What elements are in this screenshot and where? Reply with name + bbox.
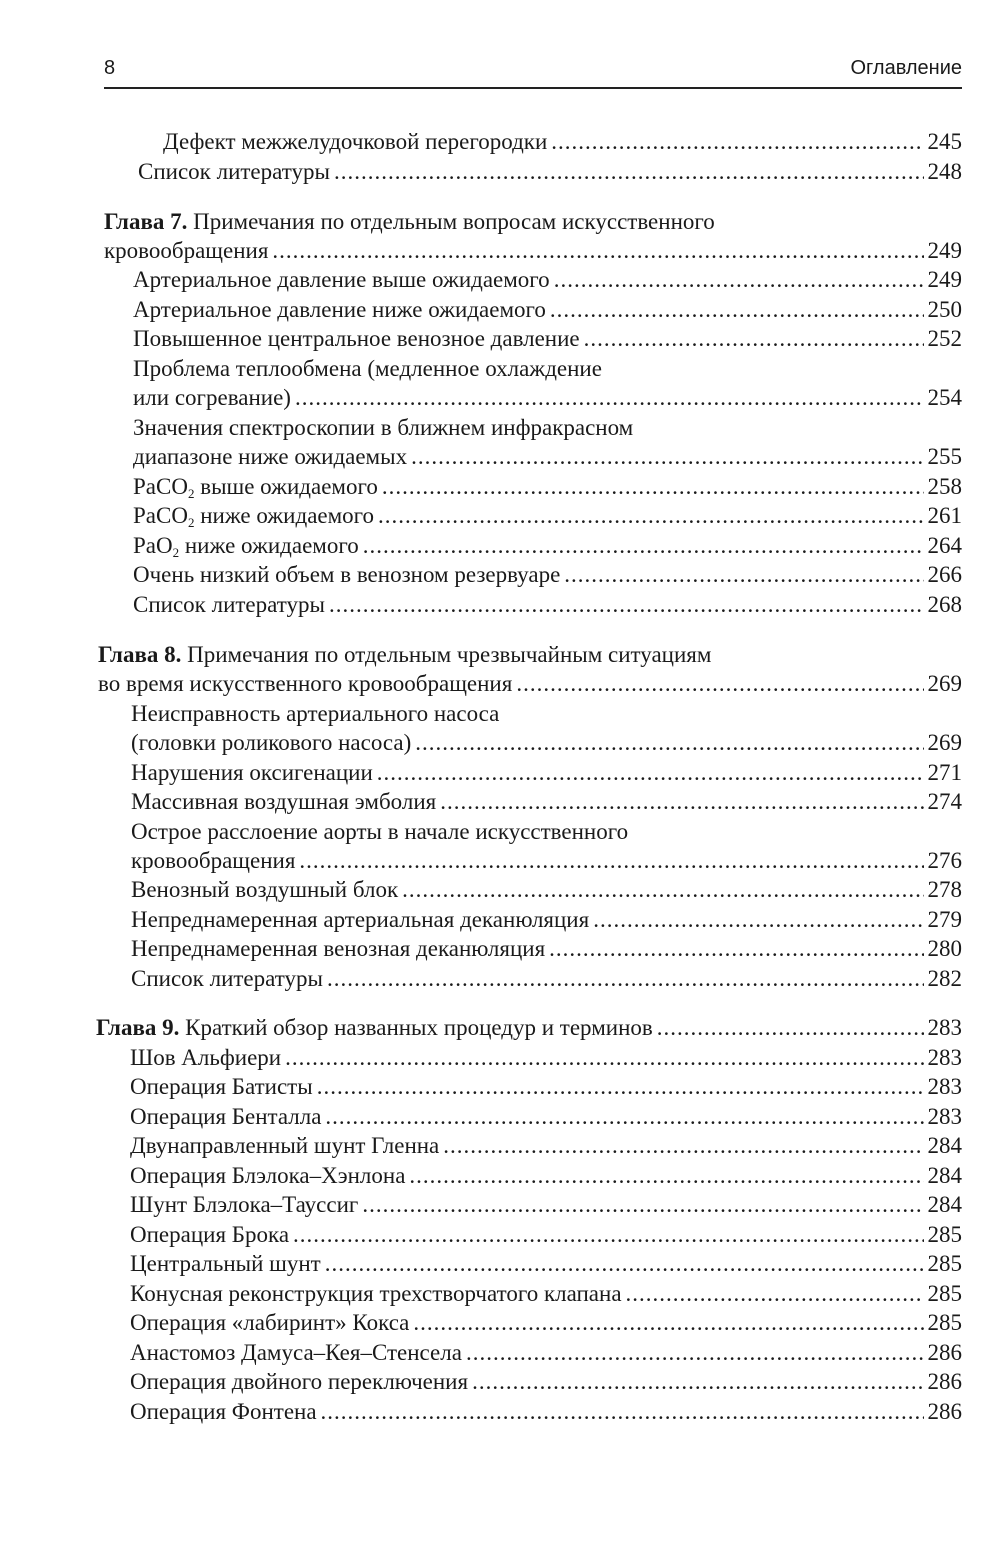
chapter-heading[interactable] [104, 208, 962, 236]
chapter-heading-cont[interactable]: во время искусственного кровообращения ..... 269 [98, 670, 962, 698]
chapter-title: Краткий обзор названных процедур и терминов [179, 1015, 653, 1040]
toc-page-number: 249 [927, 238, 962, 263]
toc-page-number: 283 [927, 1104, 962, 1129]
toc-page-number: 280 [927, 936, 962, 961]
leader-dots [363, 532, 924, 560]
toc-entry[interactable]: Двунаправленный шунт Гленна ..... 284 [130, 1132, 962, 1160]
toc-page-number: 283 [927, 1045, 962, 1070]
leader-dots [299, 847, 923, 875]
leader-dots [317, 1073, 924, 1101]
leader-dots [554, 266, 924, 294]
leader-dots [362, 1191, 923, 1219]
toc-page-number: 285 [927, 1251, 962, 1276]
leader-dots [516, 670, 923, 698]
leader-dots [378, 502, 923, 530]
toc-entry[interactable]: PaCO$_2$ ниже ожидаемого ..... 261 [133, 502, 962, 530]
toc-entry[interactable]: Проблема теплообмена (медленное охлаждение [133, 356, 602, 381]
leader-dots [472, 1368, 923, 1396]
leader-dots [626, 1280, 924, 1308]
toc-entry[interactable]: Артериальное давление ниже ожидаемого ..... 250 [133, 296, 962, 324]
toc-page-number: 284 [927, 1163, 962, 1188]
running-title: Оглавление [850, 57, 962, 79]
toc-entry[interactable]: Операция двойного переключения ..... 286 [130, 1368, 962, 1396]
toc-page-number: 269 [927, 730, 962, 755]
chapter-label: Глава 7. [104, 209, 188, 234]
leader-dots [593, 906, 923, 934]
toc-page-number: 269 [927, 671, 962, 696]
toc-page-number: 286 [927, 1340, 962, 1365]
toc-entry[interactable]: Список литературы ..... 268 [133, 591, 962, 619]
toc-page-number: 268 [927, 592, 962, 617]
toc-page-number: 249 [927, 267, 962, 292]
toc-entry[interactable]: Повышенное центральное венозное давление ..... 252 [133, 325, 962, 353]
toc-entry-cont[interactable]: или согревание) ..... 254 [133, 384, 962, 412]
chapter-title: Примечания по отдельным чрезвычайным ситуациям [181, 642, 712, 667]
leader-dots [334, 158, 924, 186]
toc-page-number: 250 [927, 297, 962, 322]
page-number: 8 [104, 57, 116, 79]
toc-page-number: 245 [927, 129, 962, 154]
toc-page-number: 266 [927, 562, 962, 587]
toc-page-number: 255 [927, 444, 962, 469]
toc-entry[interactable]: Шов Альфиери ..... 283 [130, 1044, 962, 1072]
toc-page-number: 264 [927, 533, 962, 558]
chapter-heading-cont[interactable]: кровообращения ..... 249 [104, 237, 962, 265]
leader-dots [377, 759, 924, 787]
leader-dots [564, 561, 923, 589]
toc-entry[interactable]: Операция Бенталла ..... 283 [130, 1103, 962, 1131]
toc-entry[interactable]: Венозный воздушный блок ..... 278 [131, 876, 962, 904]
leader-dots [550, 296, 924, 324]
toc-entry[interactable]: Список литературы ..... 282 [131, 965, 962, 993]
toc-entry[interactable]: Операция Батисты ..... 283 [130, 1073, 962, 1101]
toc-entry[interactable]: Центральный шунт ..... 285 [130, 1250, 962, 1278]
leader-dots [329, 591, 924, 619]
leader-dots [440, 788, 923, 816]
toc-page-number: 285 [927, 1281, 962, 1306]
toc-page-number: 283 [927, 1074, 962, 1099]
toc-entry[interactable]: Значения спектроскопии в ближнем инфракрасном [133, 415, 634, 440]
chapter-title: Примечания по отдельным вопросам искусственного [187, 209, 715, 234]
leader-dots [549, 935, 923, 963]
toc-page-number: 286 [927, 1399, 962, 1424]
leader-dots [382, 473, 924, 501]
toc-entry[interactable]: Артериальное давление выше ожидаемого ..... 249 [133, 266, 962, 294]
leader-dots [415, 729, 923, 757]
toc-entry[interactable]: Очень низкий объем в венозном резервуаре ..... 266 [133, 561, 962, 589]
leader-dots [327, 965, 924, 993]
toc-entry[interactable]: Нарушения оксигенации ..... 271 [131, 759, 962, 787]
leader-dots [272, 237, 923, 265]
leader-dots [285, 1044, 923, 1072]
leader-dots [325, 1103, 923, 1131]
toc-entry[interactable]: Массивная воздушная эмболия ..... 274 [131, 788, 962, 816]
toc-entry[interactable]: Конусная реконструкция трехстворчатого клапана ..... 285 [130, 1280, 962, 1308]
toc-entry-cont[interactable]: (головки роликового насоса) ..... 269 [131, 729, 962, 757]
toc-page-number: 258 [927, 474, 962, 499]
toc-entry[interactable]: Дефект межжелудочковой перегородки ..... 245 [163, 128, 962, 156]
leader-dots [295, 384, 924, 412]
toc-entry[interactable]: Непреднамеренная венозная деканюляция ..... 280 [131, 935, 962, 963]
chapter-label: Глава 9. [96, 1015, 180, 1040]
toc-page-number: 283 [927, 1015, 962, 1040]
toc-entry[interactable]: Шунт Блэлока–Тауссиг ..... 284 [130, 1191, 962, 1219]
toc-page-number: 271 [927, 760, 962, 785]
toc-page-number: 284 [927, 1133, 962, 1158]
leader-dots [325, 1250, 924, 1278]
toc-entry[interactable]: Непреднамеренная артериальная деканюляция ..... 279 [131, 906, 962, 934]
toc-entry[interactable]: Операция «лабиринт» Кокса ..... 285 [130, 1309, 962, 1337]
leader-dots [551, 128, 923, 156]
leader-dots [321, 1398, 924, 1426]
leader-dots [657, 1014, 924, 1042]
toc-page-number: 254 [927, 385, 962, 410]
toc-entry[interactable]: Список литературы ..... 248 [138, 158, 962, 186]
chapter-heading[interactable] [96, 1014, 962, 1042]
leader-dots [411, 443, 923, 471]
toc-entry[interactable]: PaO$_2$ ниже ожидаемого ..... 264 [133, 532, 962, 560]
toc-page-number: 248 [927, 159, 962, 184]
toc-entry-cont[interactable]: диапазоне ниже ожидаемых ..... 255 [133, 443, 962, 471]
toc-entry[interactable]: Операция Блэлока–Хэнлона ..... 284 [130, 1162, 962, 1190]
leader-dots [584, 325, 924, 353]
chapter-label: Глава 8. [98, 642, 182, 667]
toc-page-number: 286 [927, 1369, 962, 1394]
toc-entry[interactable]: Анастомоз Дамуса–Кея–Стенсела ..... 286 [130, 1339, 962, 1367]
toc-entry-cont[interactable]: кровообращения ..... 276 [131, 847, 962, 875]
toc-page-number: 279 [927, 907, 962, 932]
chapter-heading[interactable] [98, 641, 962, 669]
toc-entry[interactable]: PaCO$_2$ выше ожидаемого ..... 258 [133, 473, 962, 501]
toc-page-number: 285 [927, 1310, 962, 1335]
leader-dots [413, 1309, 923, 1337]
leader-dots [402, 876, 923, 904]
toc-page-number: 284 [927, 1192, 962, 1217]
toc-page-number: 278 [927, 877, 962, 902]
running-head [104, 55, 962, 89]
leader-dots [443, 1132, 923, 1160]
toc-entry[interactable]: Острое расслоение аорты в начале искусственного [131, 819, 629, 844]
toc-page-number: 261 [927, 503, 962, 528]
leader-dots [466, 1339, 924, 1367]
toc-entry[interactable]: Операция Фонтена ..... 286 [130, 1398, 962, 1426]
toc-page-number: 282 [927, 966, 962, 991]
toc-page-number: 285 [927, 1222, 962, 1247]
toc-page-number: 252 [927, 326, 962, 351]
toc-page-number: 276 [927, 848, 962, 873]
toc-entry[interactable]: Операция Брока ..... 285 [130, 1221, 962, 1249]
leader-dots [293, 1221, 923, 1249]
leader-dots [409, 1162, 923, 1190]
toc-entry[interactable]: Неисправность артериального насоса [131, 701, 500, 726]
toc-page-number: 274 [927, 789, 962, 814]
